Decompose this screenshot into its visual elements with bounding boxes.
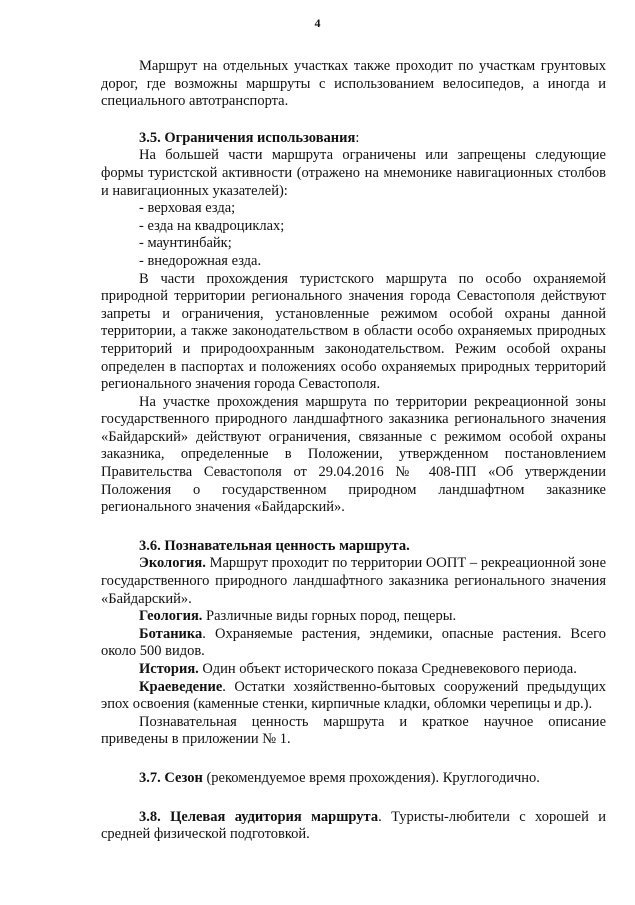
section-3-5-title: 3.5. Ограничения использования: [139, 129, 356, 146]
history-text: Один объект исторического показа Средневекового периода.: [198, 661, 577, 677]
restriction-item: - внедорожная езда.: [139, 252, 262, 269]
section-3-6-closing: Познавательная ценность маршрута и краткое научное описание приведены в приложении № 1.: [101, 713, 606, 748]
botany-paragraph: [101, 626, 606, 661]
section-3-5-paragraph-3: На участке прохождения маршрута по территории рекреационной зоны государственного природного ландшафтного заказника регионального значения «Байдарский» действуют ограничения, связанные с режимом особой охраны заказника, определенные в Положении, утвержденном постановлением Правительства Севастополя от 29.04.2016 № 408-ПП «Об утверждении Положения о государственном природном ландшафтном заказнике регионального значения «Байдарский».: [101, 393, 606, 516]
document-body: [101, 58, 606, 844]
section-3-8-text: . Туристы-любители с хорошей и средней физической подготовкой.: [101, 808, 607, 843]
restriction-item: - маунтинбайк;: [139, 235, 232, 252]
restriction-item: - езда на квадроциклах;: [139, 217, 285, 234]
section-3-8-paragraph: [101, 809, 606, 844]
restriction-item: - верховая езда;: [139, 200, 236, 217]
history-paragraph: [101, 661, 606, 679]
page-number: 4: [314, 16, 321, 30]
botany-text: . Охраняемые растения, эндемики, опасные растения. Всего около 500 видов.: [101, 625, 606, 660]
history-label: История.: [139, 661, 199, 677]
section-3-8-title: 3.8. Целевая аудитория маршрута: [139, 808, 379, 825]
geology-text: Различные виды горных пород, пещеры.: [202, 608, 457, 625]
section-3-6-heading: [101, 538, 606, 556]
intro-paragraph: Маршрут на отдельных участках также проходит по участкам грунтовых дорог, где возможны маршруты с использованием велосипедов, а иногда и специального автотранспорта.: [101, 58, 606, 110]
geology-paragraph: [101, 608, 606, 626]
section-3-5-colon: :: [355, 129, 360, 146]
section-3-7-title: 3.7. Сезон: [139, 769, 203, 786]
section-3-5-heading: [101, 130, 606, 148]
botany-label: Ботаника: [139, 625, 203, 642]
section-3-5-paragraph-2: В части прохождения туристского маршрута по особо охраняемой природной территории регионального значения города Севастополя действуют запреты и ограничения, установленные режимом особой охраны данной территории, а также законодательством в области особо охраняемых природных территорий и природоохранным законодательством. Режим особой охраны определен в паспортах и положениях особо охраняемых природных территорий регионального значения города Севастополя.: [101, 270, 606, 393]
section-3-7-text: (рекомендуемое время прохождения). Круглогодично.: [202, 769, 540, 786]
local-history-text: . Остатки хозяйственно-бытовых сооружений предыдущих эпох освоения (каменные стенки, кирпичные кладки, обломки черепицы и др.).: [101, 678, 606, 713]
ecology-paragraph: [101, 555, 606, 608]
section-3-6-title: 3.6. Познавательная ценность маршрута.: [139, 537, 410, 554]
local-history-paragraph: [101, 679, 606, 714]
section-3-7-paragraph: [101, 770, 606, 788]
geology-label: Геология.: [139, 608, 203, 625]
ecology-label: Экология.: [139, 555, 206, 572]
local-history-label: Краеведение: [139, 678, 223, 695]
section-3-5-paragraph-1: На большей части маршрута ограничены или запрещены следующие формы туристской активности (отражено на мнемонике навигационных столбов и навигационных указателей):: [101, 147, 606, 199]
ecology-text: Маршрут проходит по территории ООПТ – рекреационной зоне государственного природного ландшафтного заказника регионального значения «Байдарский».: [101, 555, 606, 607]
